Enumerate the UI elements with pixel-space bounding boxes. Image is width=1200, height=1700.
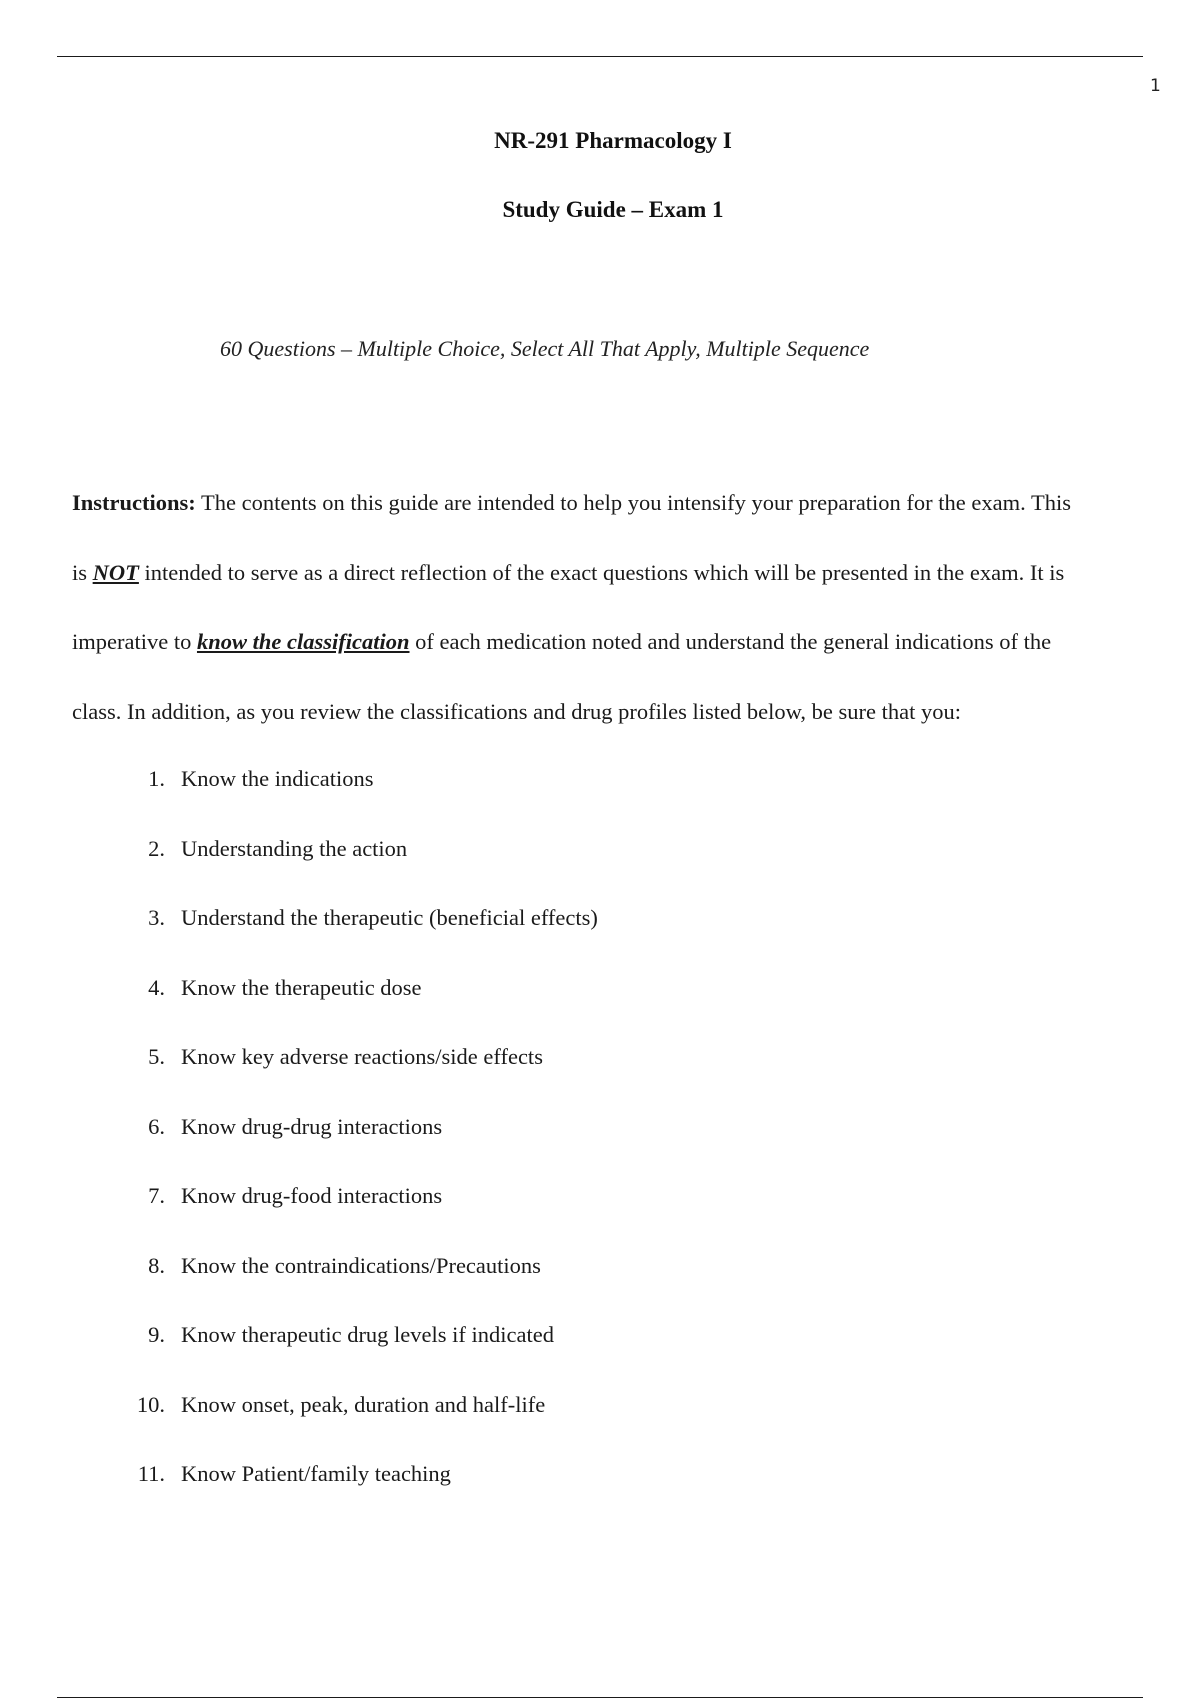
emphasis-know-classification: know the classification [196, 629, 410, 654]
instructions-text: class. In addition, as you review the classifications and drug profiles listed below, be sure that you: [72, 698, 961, 724]
instructions-text: intended to serve as a direct reflection of the exact questions which will be presented in the exam. It is [138, 559, 1065, 585]
list-item-text: Know the indications [181, 766, 374, 791]
list-item-number: 9. [148, 1322, 165, 1347]
list-item-number: 7. [148, 1183, 165, 1208]
footer-rule [57, 1697, 1143, 1698]
instructions-label: Instructions: [72, 490, 196, 515]
instructions-text: of each medication noted and understand the general indications of the [409, 629, 1052, 654]
list-item-text: Know the therapeutic dose [181, 974, 422, 1000]
list-item-text: Know key adverse reactions/side effects [181, 1044, 543, 1069]
list-item-text: Know therapeutic drug levels if indicated [181, 1322, 554, 1347]
list-item-text: Know the contraindications/Precautions [181, 1252, 541, 1278]
header-rule [57, 56, 1143, 57]
list-item-number: 11. [137, 1461, 165, 1486]
list-item-text: Understanding the action [181, 835, 408, 861]
list-item-number: 8. [148, 1252, 165, 1278]
instructions-paragraph [72, 468, 1162, 746]
list-item-number: 2. [148, 835, 165, 861]
list-item-number: 6. [148, 1113, 165, 1139]
exam-format: 60 Questions – Multiple Choice, Select All That Apply, Multiple Sequence [220, 336, 870, 361]
instructions-text: imperative to [72, 629, 197, 654]
emphasis-not: NOT [92, 559, 139, 585]
list-item-number: 10. [136, 1391, 165, 1417]
list-item-number: 4. [148, 974, 165, 1000]
instructions-text: is [72, 559, 93, 585]
page-number: 1 [1150, 76, 1161, 96]
list-item-number: 5. [148, 1044, 165, 1069]
list-item-text: Know drug-drug interactions [181, 1113, 443, 1139]
instructions-line-4 [72, 677, 1162, 747]
list-item-text: Know onset, peak, duration and half-life [181, 1391, 546, 1417]
list-item-number: 1. [148, 766, 165, 791]
list-item-number: 3. [148, 905, 165, 930]
instructions-text: The contents on this guide are intended to help you intensify your preparation for the exam. This [195, 490, 1071, 515]
instructions-line-1 [72, 468, 1162, 538]
list-item-text: Understand the therapeutic (beneficial effects) [181, 905, 598, 930]
instructions-line-2 [72, 538, 1162, 608]
guide-title: Study Guide – Exam 1 [502, 197, 724, 222]
course-title: NR-291 Pharmacology I [494, 128, 732, 153]
instructions-line-3 [72, 607, 1162, 677]
list-item-text: Know drug-food interactions [181, 1183, 443, 1208]
list-item-text: Know Patient/family teaching [181, 1461, 451, 1486]
